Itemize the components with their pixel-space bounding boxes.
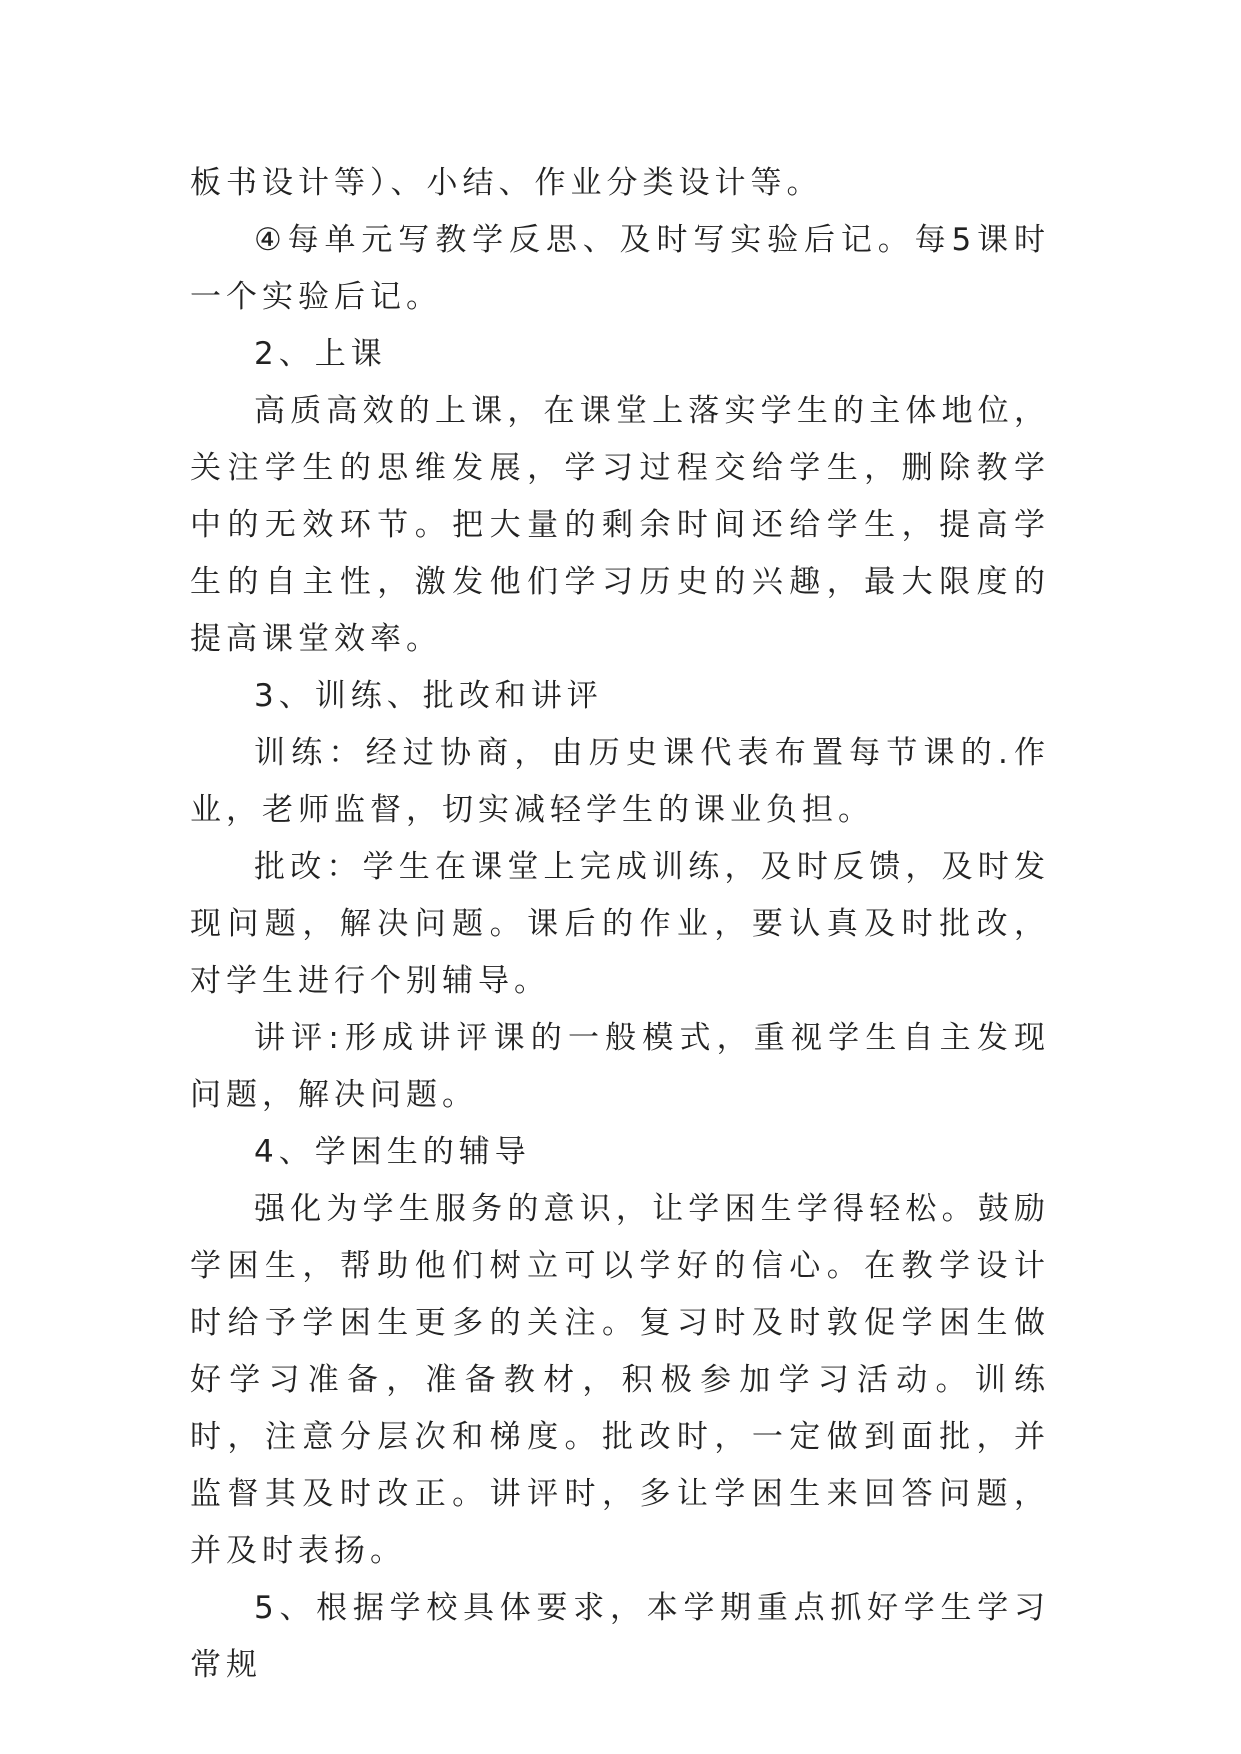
paragraph-requirements: 5、根据学校具体要求，本学期重点抓好学生学习常规 <box>190 1590 1050 1683</box>
section-heading-tutoring: 4、学困生的辅导 <box>254 1134 531 1170</box>
paragraph-training: 训练：经过协商，由历史课代表布置每节课的.作业，老师监督，切实减轻学生的课业负担。 <box>190 735 1050 828</box>
document-body <box>190 155 1050 1694</box>
section-heading-class: 2、上课 <box>254 336 387 372</box>
paragraph-continuation: 板书设计等）、小结、作业分类设计等。 <box>190 165 823 201</box>
paragraph-reflection: ④每单元写教学反思、及时写实验后记。每5课时一个实验后记。 <box>190 222 1050 315</box>
section-heading-training: 3、训练、批改和讲评 <box>254 678 603 714</box>
paragraph-review: 讲评:形成讲评课的一般模式，重视学生自主发现问题，解决问题。 <box>190 1020 1050 1113</box>
paragraph-class: 高质高效的上课，在课堂上落实学生的主体地位，关注学生的思维发展，学习过程交给学生，删除教学中的无效环节。把大量的剩余时间还给学生，提高学生的自主性，激发他们学习历史的兴趣，最大限度的提高课堂效率。 <box>190 393 1050 657</box>
paragraph-tutoring: 强化为学生服务的意识，让学困生学得轻松。鼓励学困生，帮助他们树立可以学好的信心。在教学设计时给予学困生更多的关注。复习时及时敦促学困生做好学习准备，准备教材，积极参加学习活动。训练时，注意分层次和梯度。批改时，一定做到面批，并监督其及时改正。讲评时，多让学困生来回答问题，并及时表扬。 <box>190 1191 1050 1569</box>
paragraph-correction: 批改：学生在课堂上完成训练，及时反馈，及时发现问题，解决问题。课后的作业，要认真及时批改，对学生进行个别辅导。 <box>190 849 1050 999</box>
